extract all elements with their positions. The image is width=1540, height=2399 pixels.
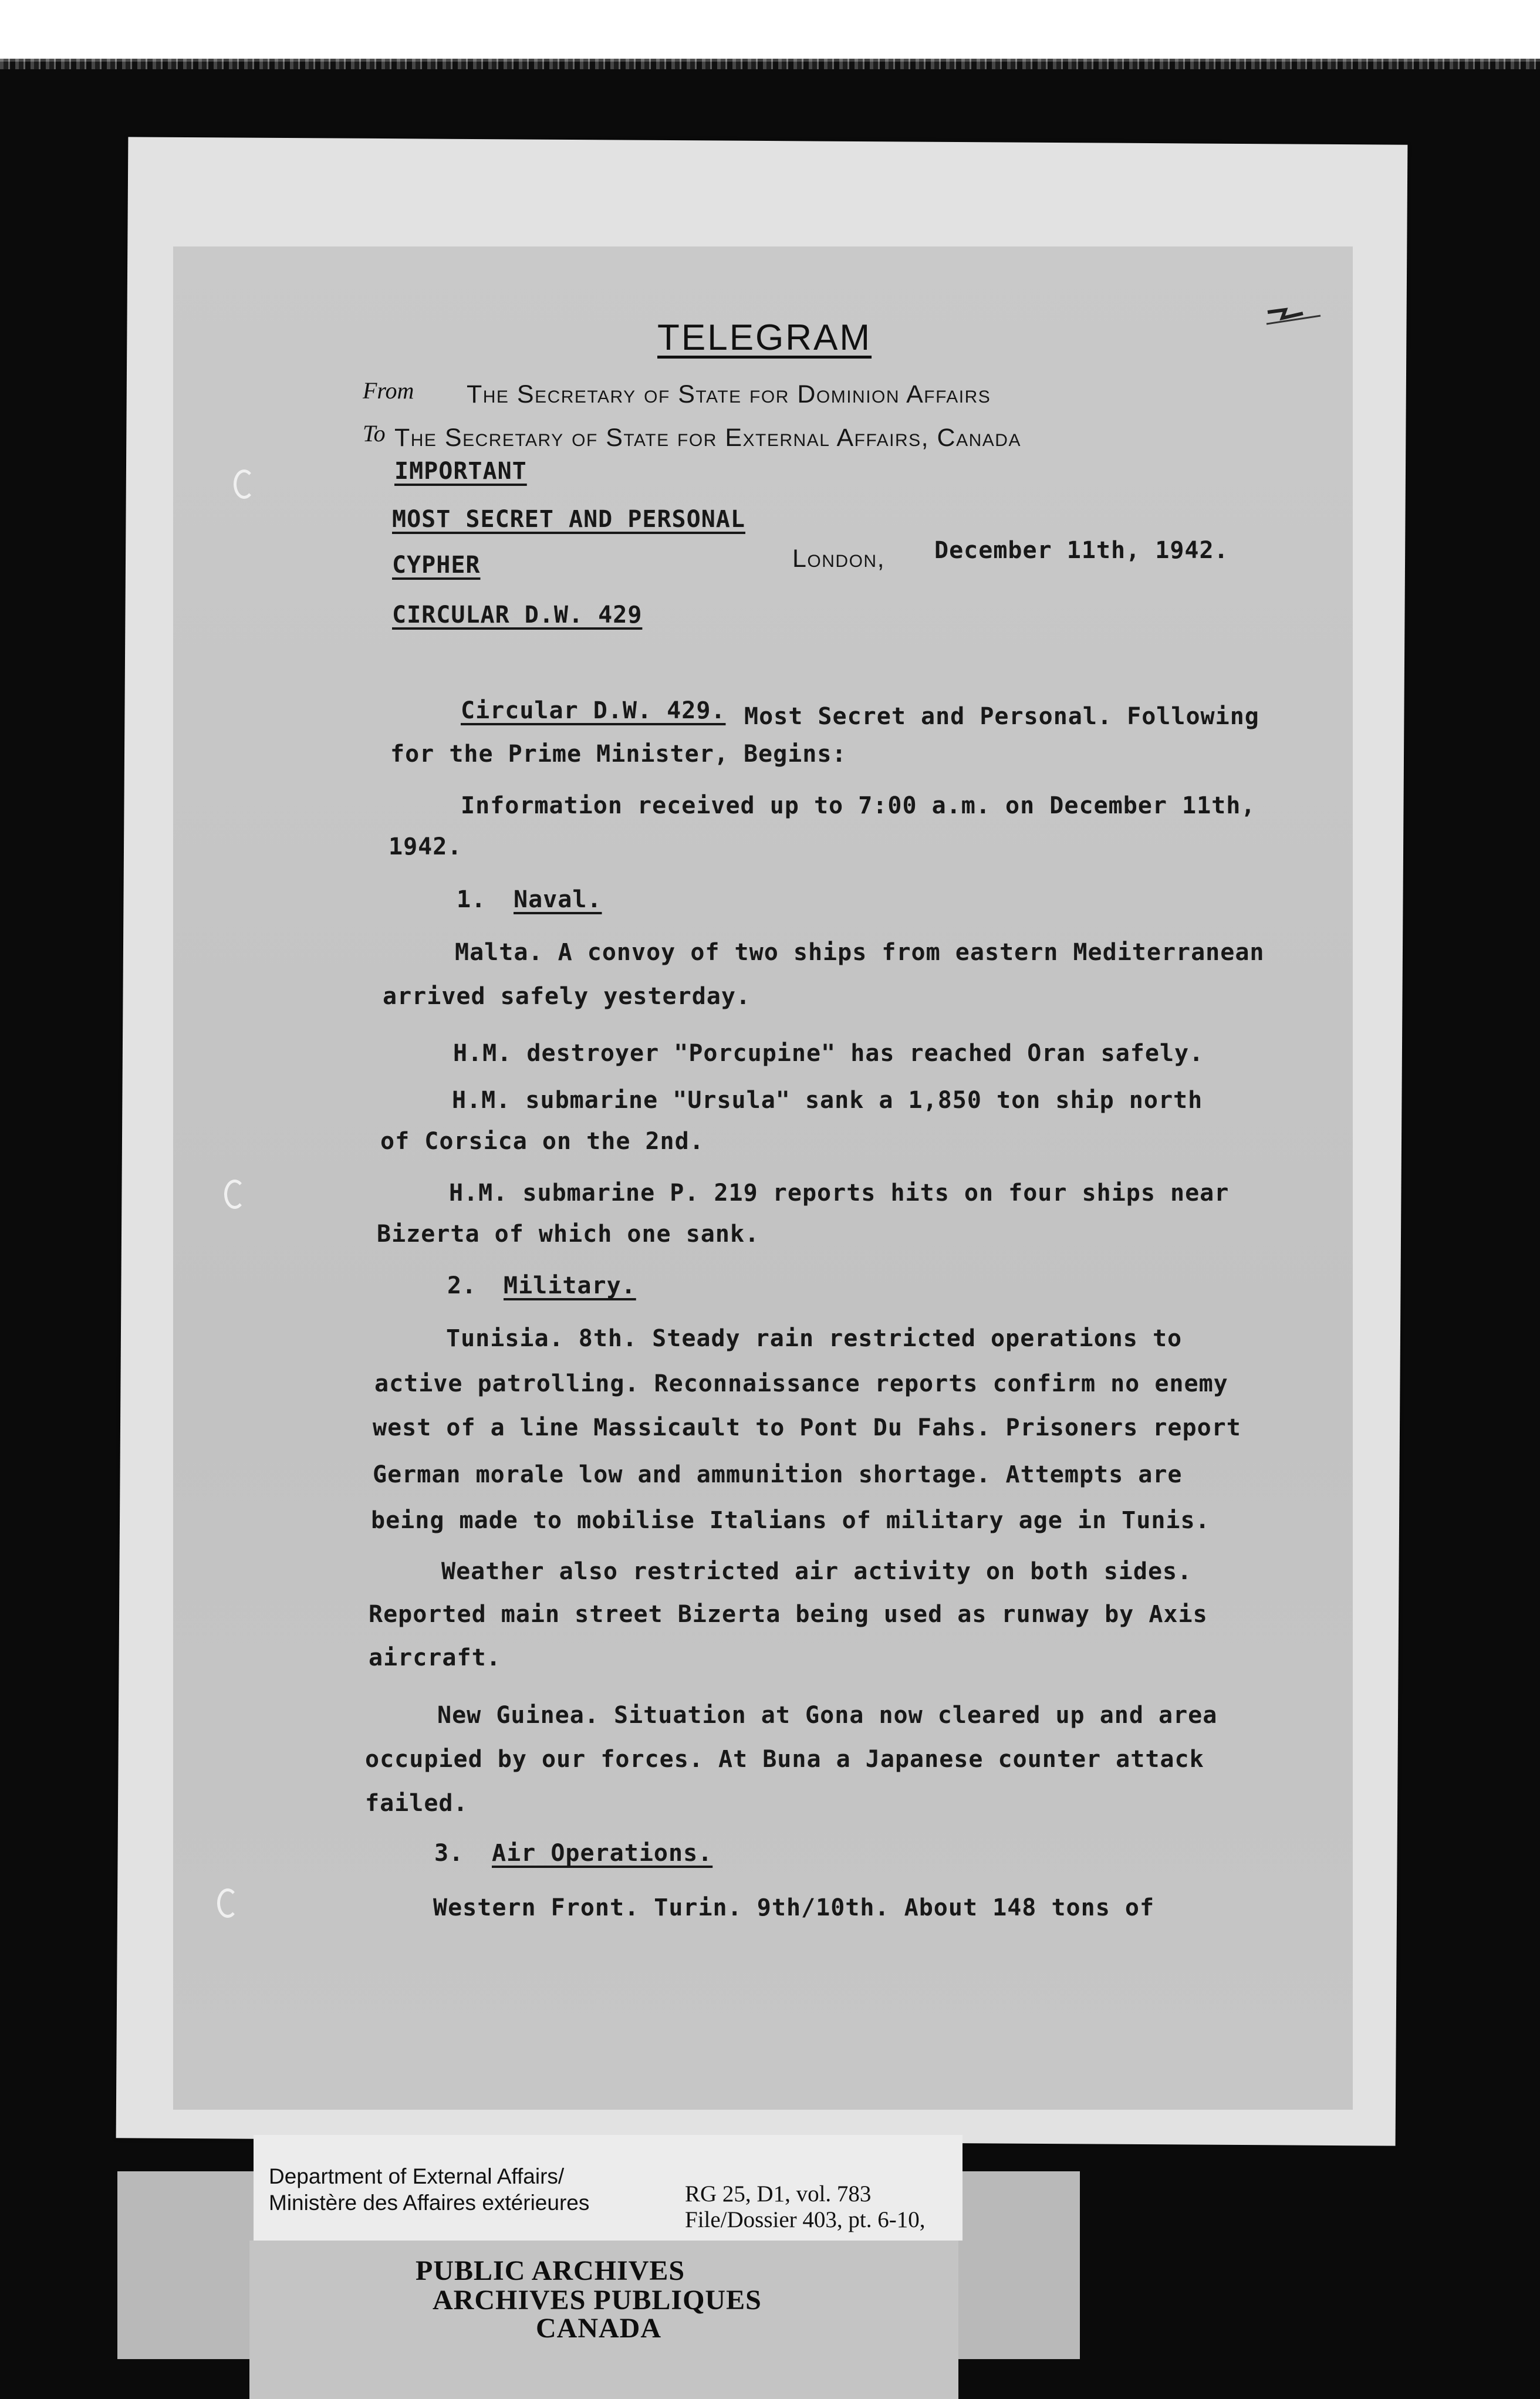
military-line: occupied by our forces. At Buna a Japanese counter attack: [365, 1746, 1204, 1773]
section-2-number: 2.: [447, 1272, 477, 1299]
stamp-line-1: PUBLIC ARCHIVES: [416, 2255, 685, 2286]
dept-english: Department of External Affairs/: [269, 2164, 565, 2188]
section-1-number: 1.: [457, 886, 487, 913]
military-line: aircraft.: [369, 1644, 501, 1671]
marking-circular: CIRCULAR D.W. 429: [392, 602, 643, 629]
to-label: To: [363, 420, 386, 447]
to-value: The Secretary of State for External Affairs, Canada: [394, 424, 1021, 452]
military-line: active patrolling. Reconnaissance reports confirm no enemy: [374, 1370, 1228, 1397]
military-line: west of a line Massicault to Pont Du Fahs. Prisoners report: [373, 1414, 1241, 1441]
military-line: Reported main street Bizerta being used as runway by Axis: [369, 1601, 1208, 1628]
naval-line: arrived safely yesterday.: [383, 983, 751, 1010]
from-label: From: [363, 377, 414, 404]
section-2-title: Military.: [504, 1272, 636, 1299]
military-line: Tunisia. 8th. Steady rain restricted operations to: [446, 1325, 1183, 1352]
from-value: The Secretary of State for Dominion Affairs: [467, 380, 991, 408]
naval-line: H.M. submarine "Ursula" sank a 1,850 ton ship north: [452, 1087, 1203, 1114]
intro-rest: Most Secret and Personal. Following: [744, 703, 1259, 730]
military-line: failed.: [365, 1790, 468, 1817]
naval-line: H.M. submarine P. 219 reports hits on four ships near: [449, 1180, 1230, 1207]
marking-secret: MOST SECRET AND PERSONAL: [392, 506, 745, 533]
military-line: German morale low and ammunition shortage. Attempts are: [373, 1461, 1183, 1488]
section-1-title: Naval.: [514, 886, 602, 913]
place: London,: [792, 545, 886, 573]
naval-line: of Corsica on the 2nd.: [380, 1128, 704, 1155]
section-3-title: Air Operations.: [492, 1840, 713, 1867]
military-line: Weather also restricted air activity on both sides.: [441, 1558, 1193, 1585]
archive-stamp: [249, 2241, 958, 2399]
naval-line: Bizerta of which one sank.: [377, 1221, 760, 1248]
intro-line2: for the Prime Minister, Begins:: [390, 741, 847, 768]
naval-line: Malta. A convoy of two ships from eastern Mediterranean: [455, 939, 1265, 966]
marking-important: IMPORTANT: [394, 458, 527, 485]
info-line2: 1942.: [389, 833, 462, 860]
intro-ref: Circular D.W. 429.: [461, 697, 726, 724]
info-line1: Information received up to 7:00 a.m. on December 11th,: [461, 792, 1256, 819]
marking-cypher: CYPHER: [392, 552, 481, 579]
military-line: being made to mobilise Italians of military age in Tunis.: [371, 1507, 1210, 1534]
section-3-number: 3.: [434, 1840, 464, 1867]
naval-line: H.M. destroyer "Porcupine" has reached Oran safely.: [453, 1040, 1204, 1067]
air-line: Western Front. Turin. 9th/10th. About 148 tons of: [433, 1894, 1155, 1921]
stamp-line-3: CANADA: [536, 2313, 661, 2344]
ref-file: File/Dossier 403, pt. 6-10,: [685, 2207, 926, 2232]
ref-rg: RG 25, D1, vol. 783: [685, 2181, 872, 2207]
dept-french: Ministère des Affaires extérieures: [269, 2191, 590, 2215]
archive-reference-label: [254, 2135, 962, 2241]
telegram-title: TELEGRAM: [657, 317, 872, 358]
date: December 11th, 1942.: [934, 537, 1229, 564]
stamp-line-2: ARCHIVES PUBLIQUES: [433, 2285, 762, 2316]
military-line: New Guinea. Situation at Gona now cleared up and area: [437, 1702, 1218, 1729]
